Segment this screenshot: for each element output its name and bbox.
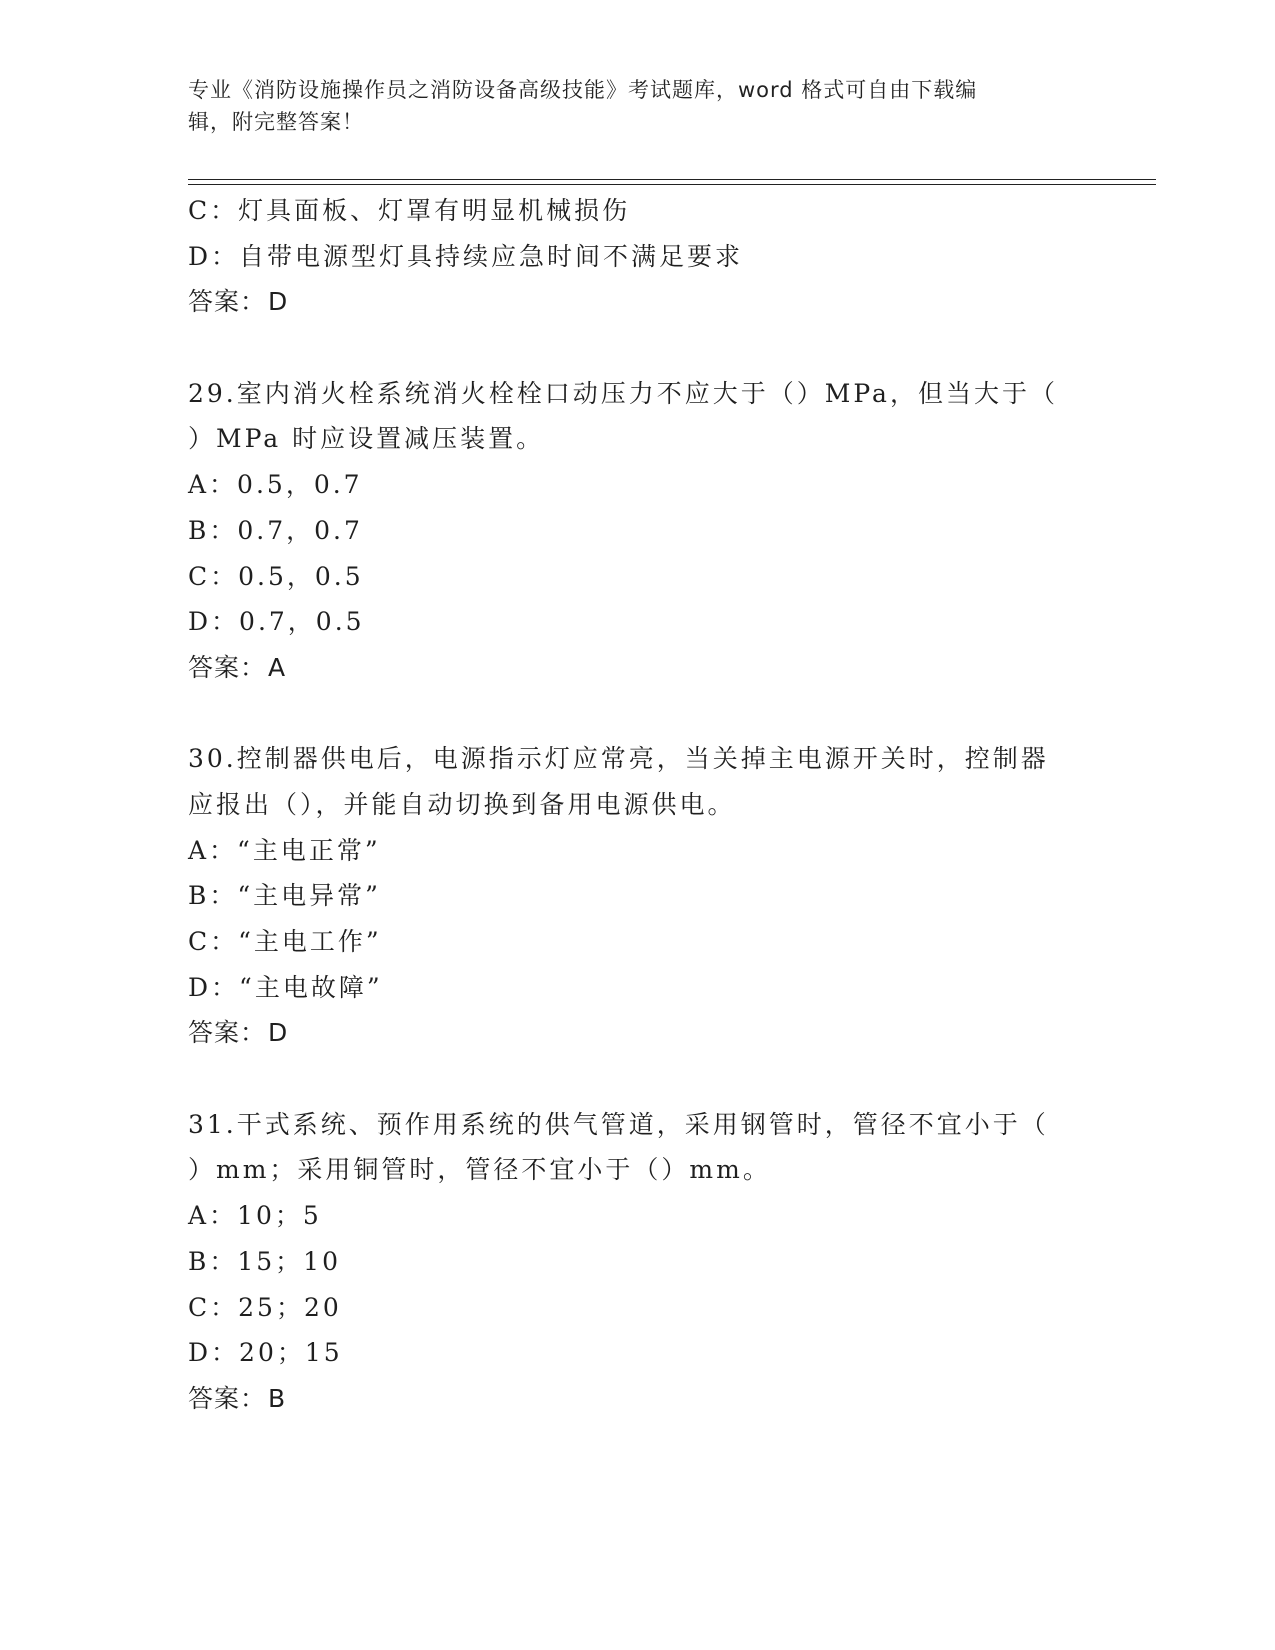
option-a: A：10；5 bbox=[188, 1201, 322, 1231]
spacer bbox=[188, 325, 1108, 371]
question-stem: 30.控制器供电后，电源指示灯应常亮，当关掉主电源开关时，控制器 bbox=[188, 744, 1049, 774]
option-c: C：“主电工作” bbox=[188, 927, 382, 956]
option-d: D：0.7，0.5 bbox=[188, 607, 365, 637]
option-b: B：15；10 bbox=[188, 1246, 341, 1276]
answer-value: A bbox=[268, 652, 287, 682]
question-stem: 31.干式系统、预作用系统的供气管道，采用钢管时，管径不宜小于（ bbox=[188, 1109, 1049, 1139]
header-divider-top bbox=[188, 179, 1156, 180]
question-stem: 29.室内消火栓系统消火栓栓口动压力不应大于（）MPa，但当大于（ bbox=[188, 378, 1058, 408]
answer-label: 答案： bbox=[188, 1018, 267, 1048]
answer-line bbox=[188, 279, 1108, 325]
document-header bbox=[188, 74, 1088, 138]
answer-line bbox=[188, 645, 1108, 691]
option-b: B：0.7，0.7 bbox=[188, 515, 363, 545]
answer-value: D bbox=[268, 287, 289, 317]
answer-line bbox=[188, 1010, 1108, 1056]
option-a: A：“主电正常” bbox=[188, 835, 381, 865]
answer-value: B bbox=[268, 1383, 287, 1413]
question-29 bbox=[188, 371, 1108, 691]
spacer bbox=[188, 1056, 1108, 1102]
answer-value: D bbox=[268, 1018, 289, 1048]
question-stem-continued: ）MPa 时应设置减压装置。 bbox=[188, 424, 545, 454]
option-c: C：0.5，0.5 bbox=[188, 561, 364, 591]
option-a: A：0.5，0.7 bbox=[188, 470, 363, 500]
question-stem-continued: 应报出（），并能自动切换到备用电源供电。 bbox=[188, 789, 736, 819]
option-d: D：自带电源型灯具持续应急时间不满足要求 bbox=[188, 241, 744, 271]
header-line-2: 辑，附完整答案！ bbox=[188, 110, 364, 134]
spacer bbox=[188, 691, 1108, 737]
answer-line bbox=[188, 1376, 1108, 1422]
answer-label: 答案： bbox=[188, 652, 267, 682]
question-28-tail bbox=[188, 188, 1108, 325]
question-stem-continued: ）mm；采用铜管时，管径不宜小于（）mm。 bbox=[188, 1155, 771, 1185]
option-c: C：25；20 bbox=[188, 1292, 342, 1322]
answer-label: 答案： bbox=[188, 287, 267, 317]
question-list bbox=[188, 188, 1108, 1422]
answer-label: 答案： bbox=[188, 1383, 267, 1413]
option-b: B：“主电异常” bbox=[188, 881, 381, 911]
option-d: D：“主电故障” bbox=[188, 972, 383, 1002]
question-30 bbox=[188, 736, 1108, 1056]
option-c: C：灯具面板、灯罩有明显机械损伤 bbox=[188, 196, 631, 225]
option-d: D：20；15 bbox=[188, 1338, 343, 1368]
header-divider-bottom bbox=[188, 184, 1156, 185]
header-line-1: 专业《消防设施操作员之消防设备高级技能》考试题库，word 格式可自由下载编 bbox=[188, 78, 978, 102]
question-31 bbox=[188, 1102, 1108, 1422]
